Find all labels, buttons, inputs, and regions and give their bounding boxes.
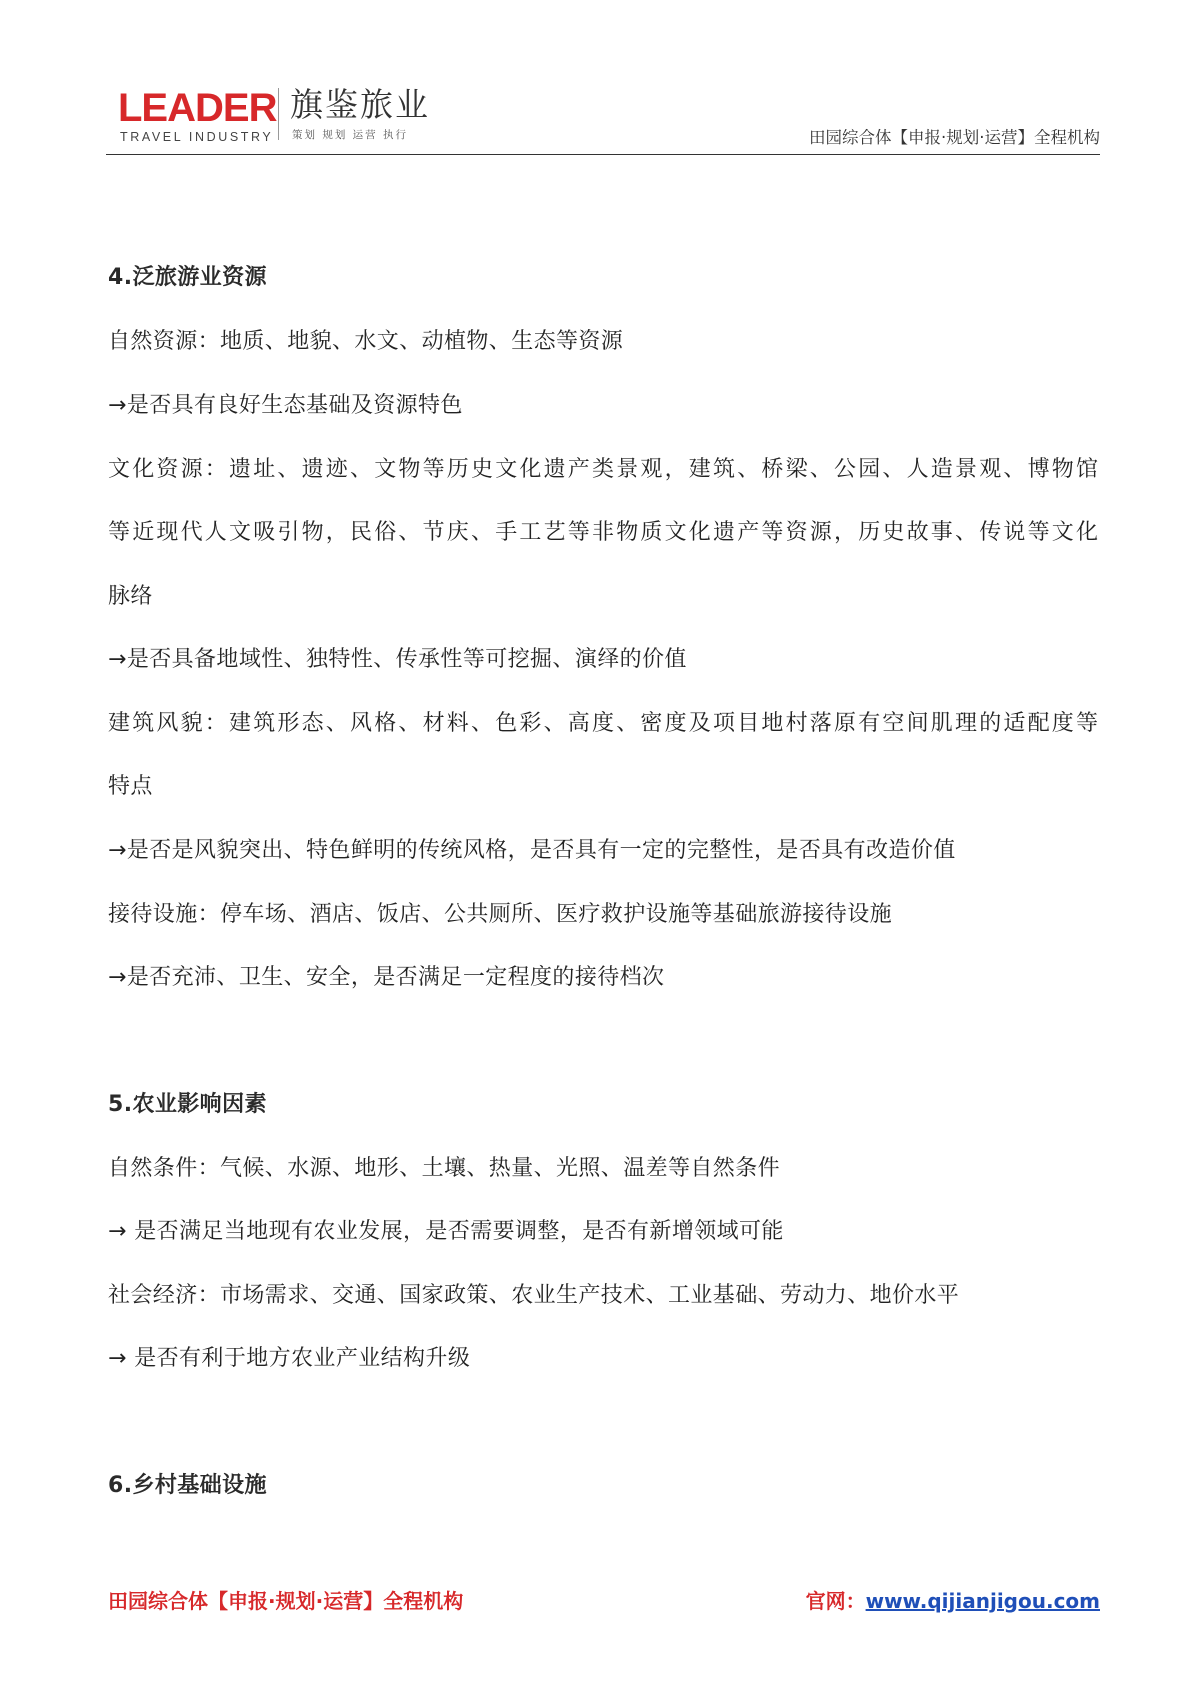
- paragraph-line: 社会经济：市场需求、交通、国家政策、农业生产技术、工业基础、劳动力、地价水平: [108, 1283, 960, 1308]
- paragraph-line: 脉络: [108, 584, 153, 609]
- paragraph-line: 自然资源：地质、地貌、水文、动植物、生态等资源: [108, 329, 624, 354]
- page-footer: [108, 1586, 1100, 1620]
- paragraph-line: 等近现代人文吸引物，民俗、节庆、手工艺等非物质文化遗产等资源，历史故事、传说等文化: [108, 520, 1098, 545]
- brand-chinese-subtitle: 策划 规划 运营 执行: [292, 129, 409, 141]
- paragraph-line: →是否是风貌突出、特色鲜明的传统风格，是否具有一定的完整性，是否具有改造价值: [108, 838, 956, 863]
- website-link[interactable]: www.qijianjigou.com: [865, 1589, 1100, 1613]
- page-header: [106, 84, 1100, 156]
- brand-chinese-name: 旗鉴旅业: [290, 85, 430, 124]
- paragraph-line: →是否具备地域性、独特性、传承性等可挖掘、演绎的价值: [108, 647, 687, 672]
- paragraph-line: → 是否满足当地现有农业发展，是否需要调整，是否有新增领域可能: [108, 1219, 784, 1244]
- paragraph-line: →是否充沛、卫生、安全，是否满足一定程度的接待档次: [108, 965, 665, 990]
- logo-wordmark: LEADER: [118, 86, 277, 130]
- section-heading: 5.农业影响因素: [108, 1092, 267, 1117]
- section-heading: 6.乡村基础设施: [108, 1473, 267, 1498]
- header-tagline: 田园综合体【申报·规划·运营】全程机构: [809, 128, 1100, 147]
- website-label: 官网：: [805, 1589, 866, 1613]
- logo-divider: [278, 88, 279, 140]
- paragraph-line: 自然条件：气候、水源、地形、土壤、热量、光照、温差等自然条件: [108, 1156, 781, 1181]
- section-heading: 4.泛旅游业资源: [108, 265, 267, 290]
- paragraph-line: → 是否有利于地方农业产业结构升级: [108, 1346, 471, 1371]
- paragraph-line: 接待设施：停车场、酒店、饭店、公共厕所、医疗救护设施等基础旅游接待设施: [108, 902, 893, 927]
- header-rule: [106, 154, 1100, 155]
- paragraph-line: 文化资源：遗址、遗迹、文物等历史文化遗产类景观，建筑、桥梁、公园、人造景观、博物馆: [108, 457, 1098, 482]
- paragraph-line: 特点: [108, 774, 153, 799]
- footer-website: [806, 1586, 1100, 1616]
- paragraph-line: 建筑风貌：建筑形态、风格、材料、色彩、高度、密度及项目地村落原有空间肌理的适配度等: [108, 711, 1098, 736]
- paragraph-line: →是否具有良好生态基础及资源特色: [108, 393, 463, 418]
- footer-tagline: 田园综合体【申报·规划·运营】全程机构: [108, 1589, 464, 1613]
- logo-subtitle: TRAVEL INDUSTRY: [120, 130, 274, 144]
